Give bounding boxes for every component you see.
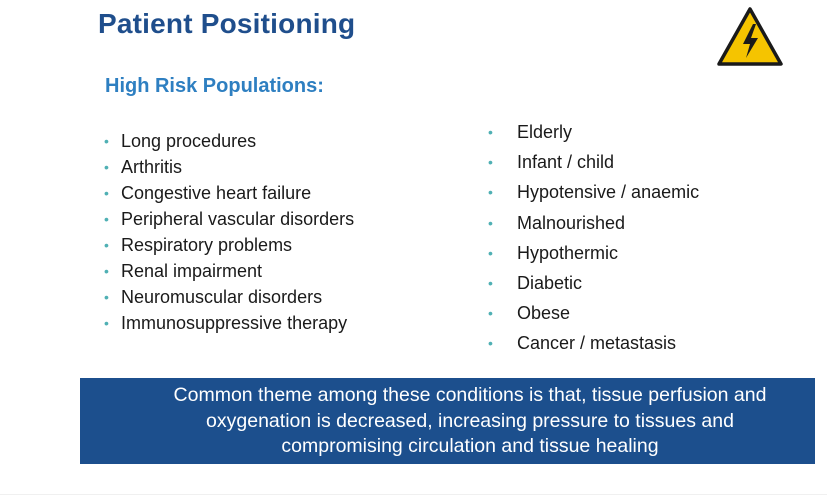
list-item xyxy=(104,284,354,310)
list-item-label: Long procedures xyxy=(121,131,257,151)
list-item-label: Infant / child xyxy=(517,152,615,173)
slide-title: Patient Positioning xyxy=(98,8,356,39)
list-item-label: Respiratory problems xyxy=(121,235,293,255)
list-item xyxy=(104,154,354,180)
list-item xyxy=(488,300,699,330)
banner-line: oxygenation is decreased, increasing pressure to tissues and xyxy=(206,409,734,432)
list-item xyxy=(488,270,699,300)
list-item-label: Neuromuscular disorders xyxy=(121,287,323,307)
left-risk-list xyxy=(104,128,354,336)
list-item-label: Hypotensive / anaemic xyxy=(517,182,700,203)
bullet-icon: • xyxy=(104,263,109,279)
bullet-icon: • xyxy=(104,237,109,253)
list-item xyxy=(488,240,699,270)
list-item-label: Congestive heart failure xyxy=(121,183,312,203)
list-item xyxy=(104,180,354,206)
bullet-icon: • xyxy=(104,211,109,227)
list-item xyxy=(488,179,699,209)
list-item xyxy=(488,330,699,360)
bullet-icon: • xyxy=(488,305,493,322)
bullet-icon: • xyxy=(488,184,493,201)
list-item-label: Elderly xyxy=(517,122,573,142)
bullet-icon: • xyxy=(488,214,493,231)
right-risk-list xyxy=(488,119,699,361)
banner-line: compromising circulation and tissue healing xyxy=(281,435,659,457)
list-item-label: Peripheral vascular disorders xyxy=(121,209,355,229)
bullet-icon: • xyxy=(104,133,109,149)
bullet-icon: • xyxy=(488,154,493,171)
bottom-divider xyxy=(0,494,827,495)
list-item xyxy=(104,206,354,232)
banner-line: Common theme among these conditions is that, tissue perfusion and xyxy=(173,384,767,406)
list-item-label: Arthritis xyxy=(121,157,183,177)
list-item xyxy=(104,232,354,258)
bullet-icon: • xyxy=(104,159,109,175)
bullet-icon: • xyxy=(488,274,493,291)
list-item xyxy=(488,119,699,149)
list-item xyxy=(488,149,699,179)
list-item-label: Cancer / metastasis xyxy=(517,333,677,354)
section-subtitle: High Risk Populations: xyxy=(105,75,324,97)
summary-banner xyxy=(80,378,815,464)
list-item-label: Hypothermic xyxy=(517,242,619,263)
list-item xyxy=(104,310,354,336)
bullet-icon: • xyxy=(488,124,493,140)
list-item-label: Malnourished xyxy=(517,212,626,233)
list-item xyxy=(104,128,354,154)
list-item xyxy=(488,210,699,240)
bullet-icon: • xyxy=(104,315,109,331)
bullet-icon: • xyxy=(104,289,109,305)
list-item-label: Renal impairment xyxy=(121,261,263,281)
bullet-icon: • xyxy=(104,185,109,201)
list-item-label: Diabetic xyxy=(517,272,583,293)
bullet-icon: • xyxy=(488,244,493,261)
list-item-label: Obese xyxy=(517,303,571,324)
high-voltage-warning-icon xyxy=(716,6,784,68)
bullet-icon: • xyxy=(488,335,493,352)
list-item xyxy=(104,258,354,284)
list-item-label: Immunosuppressive therapy xyxy=(121,313,348,333)
